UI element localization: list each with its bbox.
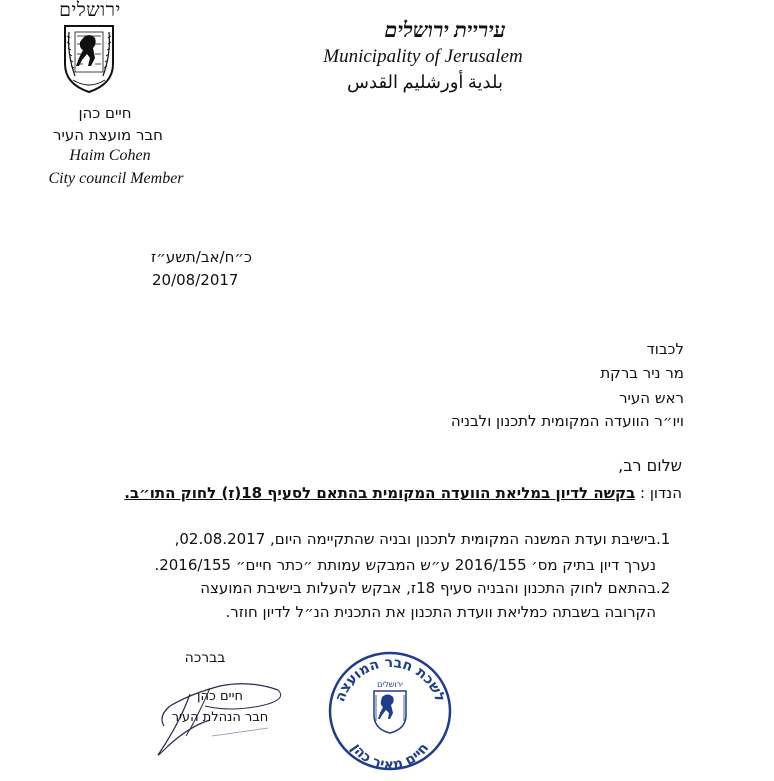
sender-role-hebrew: חבר מועצת העיר (53, 126, 163, 144)
list-item (62, 579, 682, 597)
list-item-continuation: הקרובה בשבתה כמליאת וועדת התכנון את התכנית הנ״ל לדיון חוזר. (225, 603, 656, 621)
greeting: שלום רב, (618, 456, 682, 475)
emblem-title: ירושלים (59, 0, 121, 21)
list-item-text: בהתאם לחוק התכנון והבניה סעיף 18ז, אבקש להעלות בישיבת המועצה (200, 579, 656, 597)
addressee-line: מר ניר ברקת (600, 364, 684, 382)
addressee-line: לכבוד (646, 340, 684, 358)
addressee-line: ויו״ר הוועדה המקומית לתכנון ולבניה (450, 412, 684, 430)
subject-text: בקשה לדיון במליאת הוועדה המקומית בהתאם לסעיף 18(ז) לחוק התו״ב. (124, 484, 636, 502)
stamp-top-text: לשכת חבר המועצה (332, 654, 448, 705)
date-gregorian: 20/08/2017 (152, 271, 239, 289)
addressee-line: ראש העיר (619, 389, 684, 407)
stamp-emblem-icon (374, 691, 406, 733)
list-item-number: 1. (656, 530, 671, 548)
closing-text: בברכה (184, 650, 226, 666)
signature-name: חיים כהן (197, 689, 243, 704)
jerusalem-lion-emblem-icon (63, 24, 115, 110)
official-stamp (320, 645, 460, 773)
list-item (62, 530, 682, 548)
sender-name-english: Haim Cohen (69, 147, 151, 164)
svg-text:חיים מאיר כהן (348, 740, 433, 773)
signature-role: חבר הנהלת העיר (171, 710, 269, 725)
subject-label: הנדון : (635, 484, 682, 502)
list-item-continuation: נערך דיון בתיק מס׳ 2016/155 ע״ש המבקש עמותת ״כתר חיים״ 2016/155. (154, 556, 656, 574)
municipality-name-arabic: بلدية أورشليم القدس (347, 72, 503, 92)
list-item-text: בישיבת ועדת המשנה המקומית לתכנון ובניה שהתקיימה היום, 02.08.2017, (174, 530, 656, 548)
stamp-center-label: ירושלים (377, 680, 403, 689)
municipality-name-hebrew: עיריית ירושלים (384, 18, 506, 42)
subject-line (62, 484, 682, 502)
stamp-bottom-text: חיים מאיר כהן (347, 740, 433, 773)
date-hebrew: כ״ח/אב/תשע״ז (151, 248, 252, 266)
municipality-name-english: Municipality of Jerusalem (323, 46, 523, 67)
list-item-number: 2. (656, 579, 671, 597)
sender-role-english: City council Member (48, 170, 184, 187)
sender-name-hebrew: חיים כהן (78, 104, 132, 122)
